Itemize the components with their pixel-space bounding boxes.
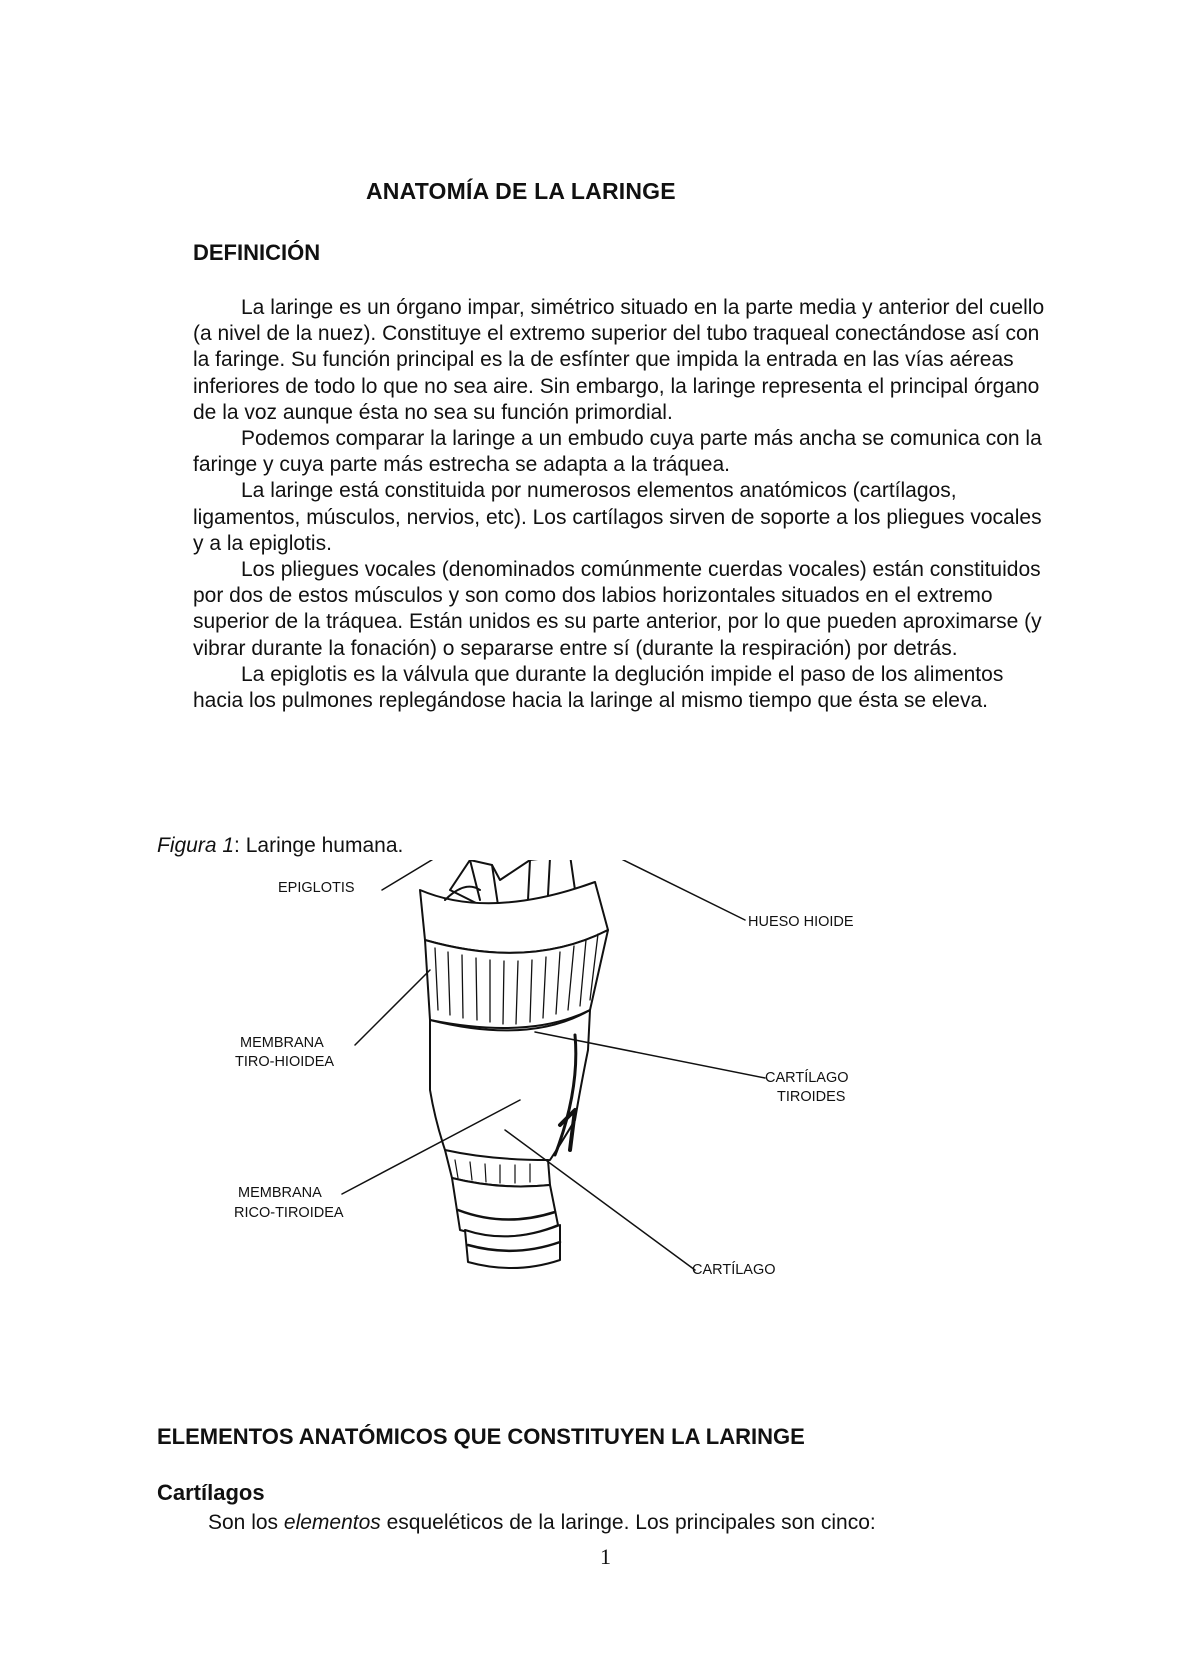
label-cartilago-tiroides-2: TIROIDES bbox=[777, 1089, 846, 1105]
label-hueso-hioide: HUESO HIOIDE bbox=[748, 914, 854, 930]
thyroid-cartilage-shape bbox=[430, 1010, 590, 1165]
label-membrana-tiro-2: TIRO-HIOIDEA bbox=[235, 1054, 335, 1070]
label-membrana-crico-1: MEMBRANA bbox=[238, 1185, 322, 1201]
paragraph: La laringe es un órgano impar, simétrico situado en la parte media y anterior del cuello (a nivel de la nuez). Constituye el extremo superior del tubo traqueal conectándose así con la faringe. Su función principal es la de esfínter que impida la entrada en las vías aéreas inferiores de todo lo que no sea aire. Sin embargo, la laringe representa el principal órgano de la voz aunque ésta no sea su función primordial. bbox=[193, 296, 1045, 424]
intro-text-start: Son los bbox=[208, 1511, 284, 1534]
figure-caption-label: Figura 1 bbox=[157, 834, 235, 857]
figure-caption bbox=[157, 834, 403, 858]
page-number: 1 bbox=[600, 1544, 611, 1569]
intro-text-end: esqueléticos de la laringe. Los principales son cinco: bbox=[380, 1511, 876, 1534]
paragraph: Los pliegues vocales (denominados comúnmente cuerdas vocales) están constituidos por dos de estos músculos y son como dos labios horizontales situados en el extremo superior de la tráquea. Están unidos es su parte anterior, por lo que pueden aproximarse (y vibrar durante la fonación) o separarse entre sí (durante la respiración) por detrás. bbox=[193, 558, 1042, 660]
label-membrana-crico-2: RICO-TIROIDEA bbox=[234, 1205, 344, 1221]
section-heading-elementos: ELEMENTOS ANATÓMICOS QUE CONSTITUYEN LA LARINGE bbox=[157, 1424, 805, 1449]
page-title: ANATOMÍA DE LA LARINGE bbox=[366, 178, 676, 204]
cricoid-cartilage-shape bbox=[452, 1178, 558, 1236]
cartilagos-intro bbox=[208, 1511, 876, 1535]
definition-body bbox=[193, 295, 1053, 714]
definition-heading: DEFINICIÓN bbox=[193, 240, 321, 265]
paragraph: La laringe está constituida por numerosos elementos anatómicos (cartílagos, ligamentos, músculos, nervios, etc). Los cartílagos sirven de soporte a los pliegues vocales y a la epiglotis. bbox=[193, 479, 1042, 555]
label-cartilago-bottom: CARTÍLAGO bbox=[692, 1262, 776, 1278]
paragraph: La epiglotis es la válvula que durante la deglución impide el paso de los alimentos hacia los pulmones replegándose hacia la laringe al mismo tiempo que ésta se eleva. bbox=[193, 662, 1004, 713]
larynx-illustration bbox=[230, 860, 930, 1360]
label-membrana-tiro-1: MEMBRANA bbox=[240, 1035, 324, 1051]
intro-text-emphasis: elementos bbox=[283, 1511, 381, 1534]
paragraph: Podemos comparar la laringe a un embudo cuya parte más ancha se comunica con la faringe y cuya parte más estrecha se adapta a la tráquea. bbox=[193, 427, 1042, 477]
label-cartilago-tiroides-1: CARTÍLAGO bbox=[765, 1070, 849, 1086]
label-epiglotis: EPIGLOTIS bbox=[278, 880, 355, 896]
figure-caption-text: : Laringe humana. bbox=[234, 834, 404, 857]
larynx-figure bbox=[230, 860, 930, 1360]
subheading-cartilagos: Cartílagos bbox=[157, 1480, 265, 1505]
